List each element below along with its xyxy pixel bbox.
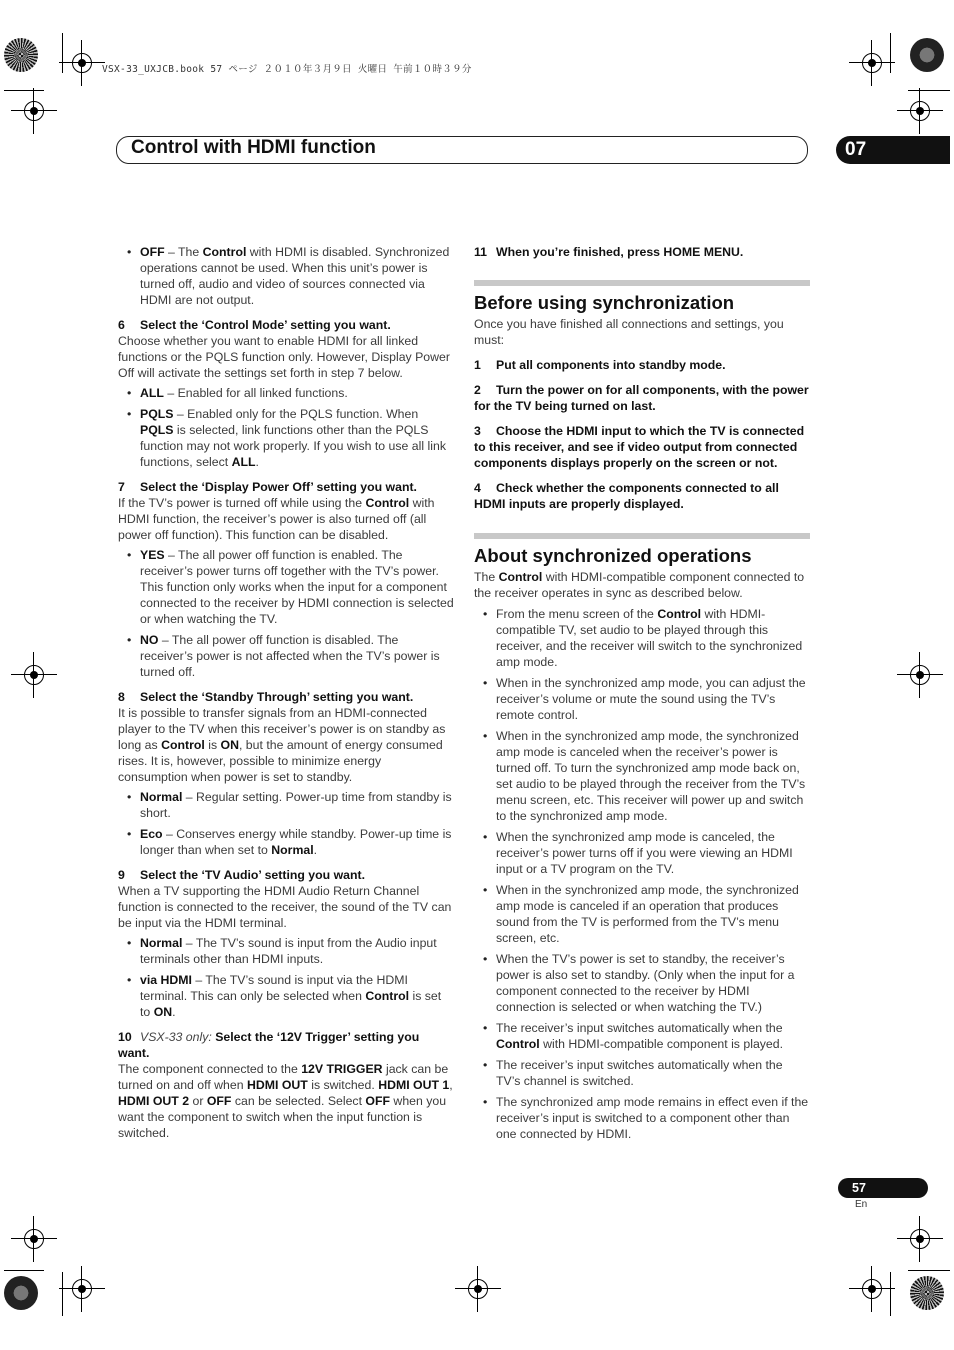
list-item: • From the menu screen of the Control with HDMI-compatible TV, set audio to be played through this receiver, and the receiver will switch to the synchronized amp mode. [474, 606, 810, 670]
crop-mark-icon [21, 98, 47, 124]
step-heading: 4 Check whether the components connected to all HDMI inputs are properly displayed. [474, 481, 779, 511]
crop-mark-icon [69, 1276, 95, 1302]
list-item: • PQLS – Enabled only for the PQLS function. When PQLS is selected, link functions other than the PQLS function may not work properly. If you wish to use all link functions, select ALL. [118, 406, 454, 470]
print-meta: VSX-33_UXJCB.book 57 ページ ２０１０年３月９日 火曜日 午前１０時３９分 [102, 64, 472, 75]
list-item: • YES – The all power off function is enabled. The receiver’s power turns off together with the TV’s power. This function only works when the input for a component connected to the receiver by HDMI connection is selected or when watching the TV. [118, 547, 454, 627]
list-item: • NO – The all power off function is disabled. The receiver’s power is not affected when the TV’s power is turned off. [118, 632, 454, 680]
section-heading: Before using synchronization [474, 292, 735, 313]
crop-mark-icon [907, 662, 933, 688]
crop-mark-icon [859, 1276, 885, 1302]
paragraph: Once you have finished all connections and settings, you must: [474, 317, 784, 347]
language-label: En [855, 1199, 868, 1210]
registration-rosette-icon [4, 1276, 38, 1310]
crop-line [62, 33, 63, 73]
crop-line [890, 1272, 891, 1316]
list-item: • ALL – Enabled for all linked functions. [118, 385, 454, 401]
list-item: • The receiver’s input switches automatically when the TV’s channel is switched. [474, 1057, 810, 1089]
chapter-badge: 07 [836, 136, 950, 164]
crop-line [62, 1272, 63, 1316]
list-item: • When in the synchronized amp mode, the synchronized amp mode is canceled when the receiver’s power is turned off. To turn the synchronized amp mode back on, set audio to be played through the receiver from the TV’s menu screen, etc. This receiver will power up and switch to the synchronized amp mode. [474, 728, 810, 824]
left-column [118, 244, 454, 1141]
step-heading: 8 Select the ‘Standby Through’ setting you want. [118, 690, 414, 704]
crop-line [4, 1270, 44, 1271]
paragraph: The Control with HDMI-compatible component connected to the receiver operates in sync as described below. [474, 570, 805, 600]
list-item: • The synchronized amp mode remains in effect even if the receiver’s input is switched to a component other than one connected by HDMI. [474, 1094, 810, 1142]
list-item: • When in the synchronized amp mode, you can adjust the receiver’s volume or mute the sound using the TV’s remote control. [474, 675, 810, 723]
list-item: • Normal – Regular setting. Power-up time from standby is short. [118, 789, 454, 821]
list-item: • OFF – The Control with HDMI is disabled. Synchronized operations cannot be used. When this unit’s power is turned off, audio and video of sources connected via HDMI are not output. [118, 244, 454, 308]
step-heading: 1 Put all components into standby mode. [474, 358, 726, 372]
step-heading: 2 Turn the power on for all components, with the power for the TV being turned on last. [474, 383, 809, 413]
registration-rosette-icon [910, 38, 944, 72]
crop-line [908, 1270, 950, 1271]
crop-mark-icon [465, 1276, 491, 1302]
step-heading: 7 Select the ‘Display Power Off’ setting you want. [118, 480, 417, 494]
list-item: • via HDMI – The TV’s sound is input via the HDMI terminal. This can only be selected when Control is set to ON. [118, 972, 454, 1020]
step-heading: 11 When you’re finished, press HOME MENU. [474, 245, 744, 259]
list-item: • The receiver’s input switches automatically when the Control with HDMI-compatible component is played. [474, 1020, 810, 1052]
list-item: • When in the synchronized amp mode, the synchronized amp mode is canceled if an operation that produces sound from the TV is performed from the TV’s menu screen, etc. [474, 882, 810, 946]
crop-line [908, 90, 950, 91]
registration-rosette-icon [910, 1276, 944, 1310]
list-item: • Eco – Conserves energy while standby. Power-up time is longer than when set to Normal. [118, 826, 454, 858]
section-divider [474, 280, 810, 286]
crop-line [4, 90, 44, 91]
paragraph: Choose whether you want to enable HDMI for all linked functions or the PQLS function only. However, Display Power Off will activate the settings set forth in step 7 below. [118, 334, 450, 380]
step-heading: 9 Select the ‘TV Audio’ setting you want. [118, 868, 366, 882]
step-heading: 10 VSX-33 only: Select the ‘12V Trigger’ setting you want. [118, 1030, 420, 1060]
crop-mark-icon [69, 50, 95, 76]
registration-rosette-icon [4, 38, 38, 72]
paragraph: It is possible to transfer signals from an HDMI-connected player to the TV when this receiver’s power is on standby as long as Control is ON, but the amount of energy consumed rises. It is, however, possible to minimize energy consumption when power is set to standby. [118, 706, 446, 784]
crop-mark-icon [21, 1226, 47, 1252]
right-column [474, 244, 810, 1147]
crop-mark-icon [907, 1226, 933, 1252]
list-item: • Normal – The TV’s sound is input from the Audio input terminals other than HDMI inputs. [118, 935, 454, 967]
section-divider [474, 533, 810, 539]
step-heading: 3 Choose the HDMI input to which the TV is connected to this receiver, and see if video output from connected components displays properly on the screen or not. [474, 424, 805, 470]
list-item: • When the synchronized amp mode is canceled, the receiver’s power turns off if you were viewing an HDMI input or a TV program on the TV. [474, 829, 810, 877]
list-item: • When the TV’s power is set to standby, the receiver’s power is also set to standby. (Only when the input for a component connected to the receiver by HDMI connection is selected or when watching the TV.) [474, 951, 810, 1015]
page-title: Control with HDMI function [131, 137, 376, 158]
crop-mark-icon [21, 662, 47, 688]
crop-mark-icon [859, 50, 885, 76]
paragraph: When a TV supporting the HDMI Audio Return Channel function is connected to the receiver, the sound of the TV can be input via the HDMI terminal. [118, 884, 452, 930]
paragraph: If the TV’s power is turned off while using the Control with HDMI function, the receiver’s power is also turned off (all power off function). This function can be disabled. [118, 496, 435, 542]
section-heading: About synchronized operations [474, 545, 752, 566]
page-number: 57 [838, 1178, 928, 1198]
step-heading: 6 Select the ‘Control Mode’ setting you want. [118, 318, 391, 332]
crop-line [890, 33, 891, 73]
crop-mark-icon [907, 98, 933, 124]
paragraph: The component connected to the 12V TRIGGER jack can be turned on and off when HDMI OUT is switched. HDMI OUT 1, HDMI OUT 2 or OFF can be selected. Select OFF when you want the component to switch when the input function is switched. [118, 1062, 453, 1140]
